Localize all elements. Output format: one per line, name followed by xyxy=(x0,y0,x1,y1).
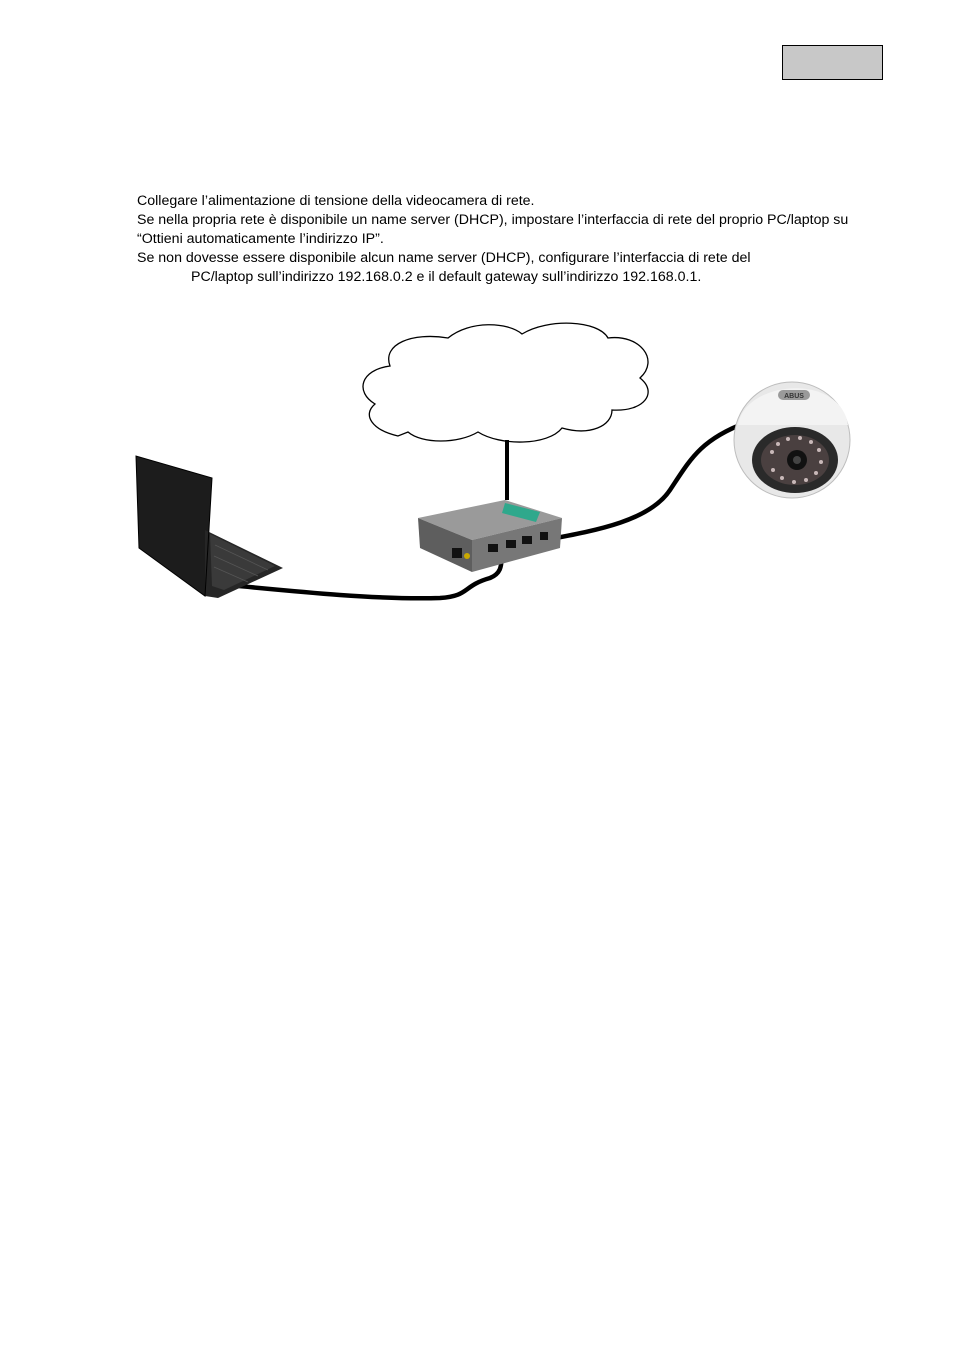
laptop-icon xyxy=(136,456,283,598)
instruction-line-static-cont: PC/laptop sull’indirizzo 192.168.0.2 e il default gateway sull’indirizzo 192.168.0.1. xyxy=(191,269,702,285)
instruction-line-static: Se non dovesse essere disponibile alcun name server (DHCP), configurare l’interfaccia di rete del xyxy=(137,250,751,266)
cloud-icon xyxy=(363,323,648,442)
camera-brand-label: ABUS xyxy=(784,393,804,400)
cable-switch-camera xyxy=(545,423,745,540)
network-diagram xyxy=(0,300,954,620)
instructions xyxy=(137,192,857,287)
switch-icon xyxy=(418,500,562,572)
language-box xyxy=(782,45,883,80)
camera-icon xyxy=(734,382,850,498)
instruction-line-dhcp: Se nella propria rete è disponibile un name server (DHCP), impostare l’interfaccia di rete del proprio PC/laptop su “Ottieni automaticamente l’indirizzo IP”. xyxy=(137,212,849,247)
instruction-line-power: Collegare l’alimentazione di tensione della videocamera di rete. xyxy=(137,193,535,209)
